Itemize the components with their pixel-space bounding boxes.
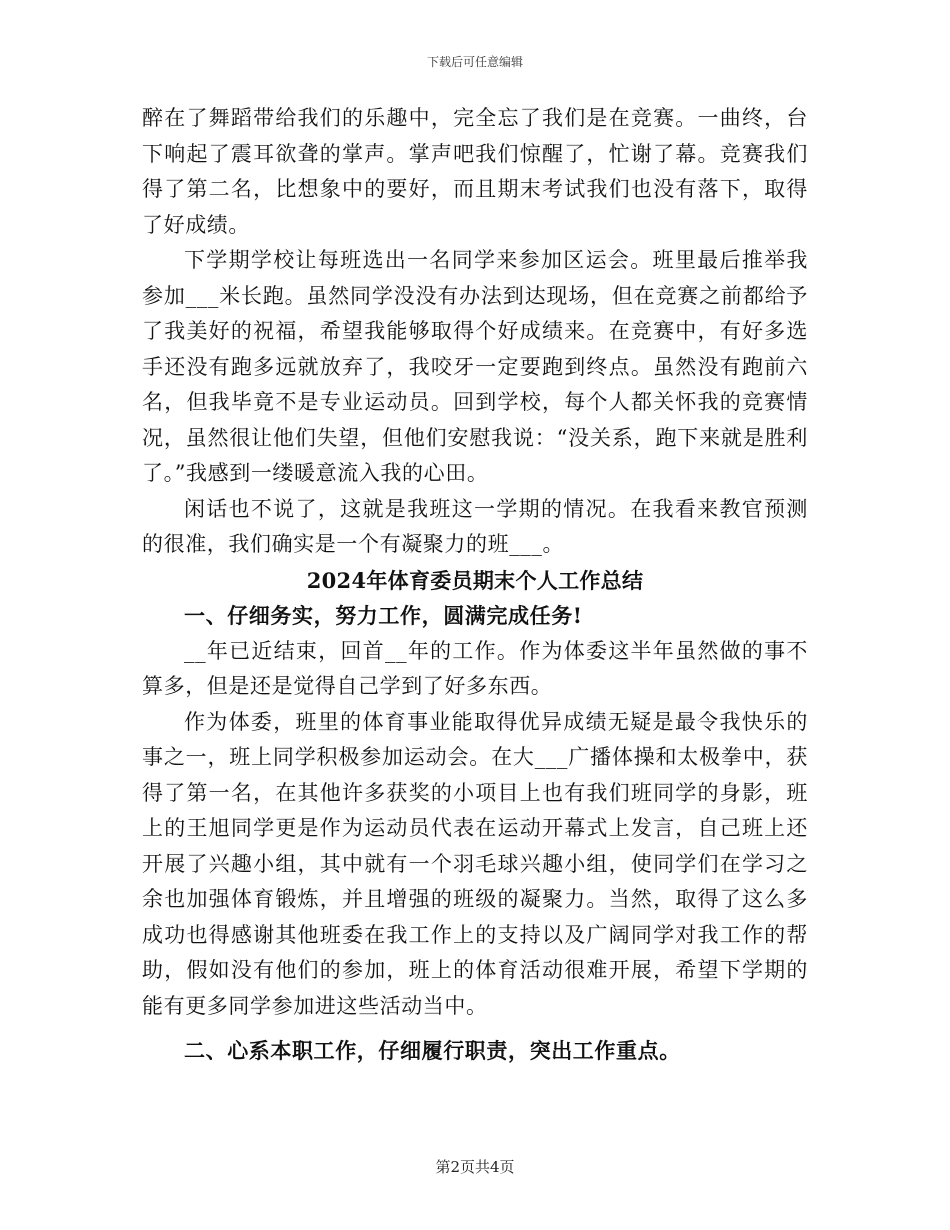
- document-body: [142, 101, 808, 1069]
- paragraph-closing-remarks: 闲话也不说了，这就是我班这一学期的情况。在我看来教官预测的很准，我们确实是一个有凝聚力的班___。: [142, 496, 808, 556]
- paragraph-achievements: 作为体委，班里的体育事业能取得优异成绩无疑是最令我快乐的事之一，班上同学积极参加运动会。在大___广播体操和太极拳中，获得了第一名，在其他许多获奖的小项目上也有我们班同学的身影，班上的王旭同学更是作为运动员代表在运动开幕式上发言，自己班上还开展了兴趣小组，其中就有一个羽毛球兴趣小组，使同学们在学习之余也加强体育锻炼，并且增强的班级的凝聚力。当然，取得了这么多成功也得感谢其他班委在我工作上的支持以及广阔同学对我工作的帮助，假如没有他们的参加，班上的体育活动很难开展，希望下学期的能有更多同学参加进这些活动当中。: [142, 709, 808, 1018]
- document-title: 2024年体育委员期末个人工作总结: [306, 567, 644, 593]
- paragraph-sports-meet: 下学期学校让每班选出一名同学来参加区运会。班里最后推举我参加___米长跑。虽然同学没没有办法到达现场，但在竞赛之前都给予了我美好的祝福，希望我能够取得个好成绩来。在竞赛中，有好多选手还没有跑多远就放弃了，我咬牙一定要跑到终点。虽然没有跑前六名，但我毕竟不是专业运动员。回到学校，每个人都关怀我的竞赛情况，虽然很让他们失望，但他们安慰我说：“没关系，跑下来就是胜利了。”我感到一缕暖意流入我的心田。: [142, 248, 808, 485]
- paragraph-continued: 醉在了舞蹈带给我们的乐趣中，完全忘了我们是在竞赛。一曲终，台下响起了震耳欲聋的掌声。掌声吧我们惊醒了，忙谢了幕。竞赛我们得了第二名，比想象中的要好，而且期末考试我们也没有落下，取得了好成绩。: [142, 106, 808, 237]
- section-heading-1: 一、仔细务实，努力工作，圆满完成任务!: [184, 603, 583, 628]
- section-heading-2: 二、心系本职工作，仔细履行职责，突出工作重点。: [184, 1038, 681, 1063]
- page-header-note: 下载后可任意编辑: [426, 55, 523, 69]
- page-number-footer: 第2页共4页: [435, 1158, 515, 1176]
- paragraph-year-review: __年已近结束，回首__年的工作。作为体委这半年虽然做的事不算多，但是还是觉得自己学到了好多东西。: [142, 638, 808, 698]
